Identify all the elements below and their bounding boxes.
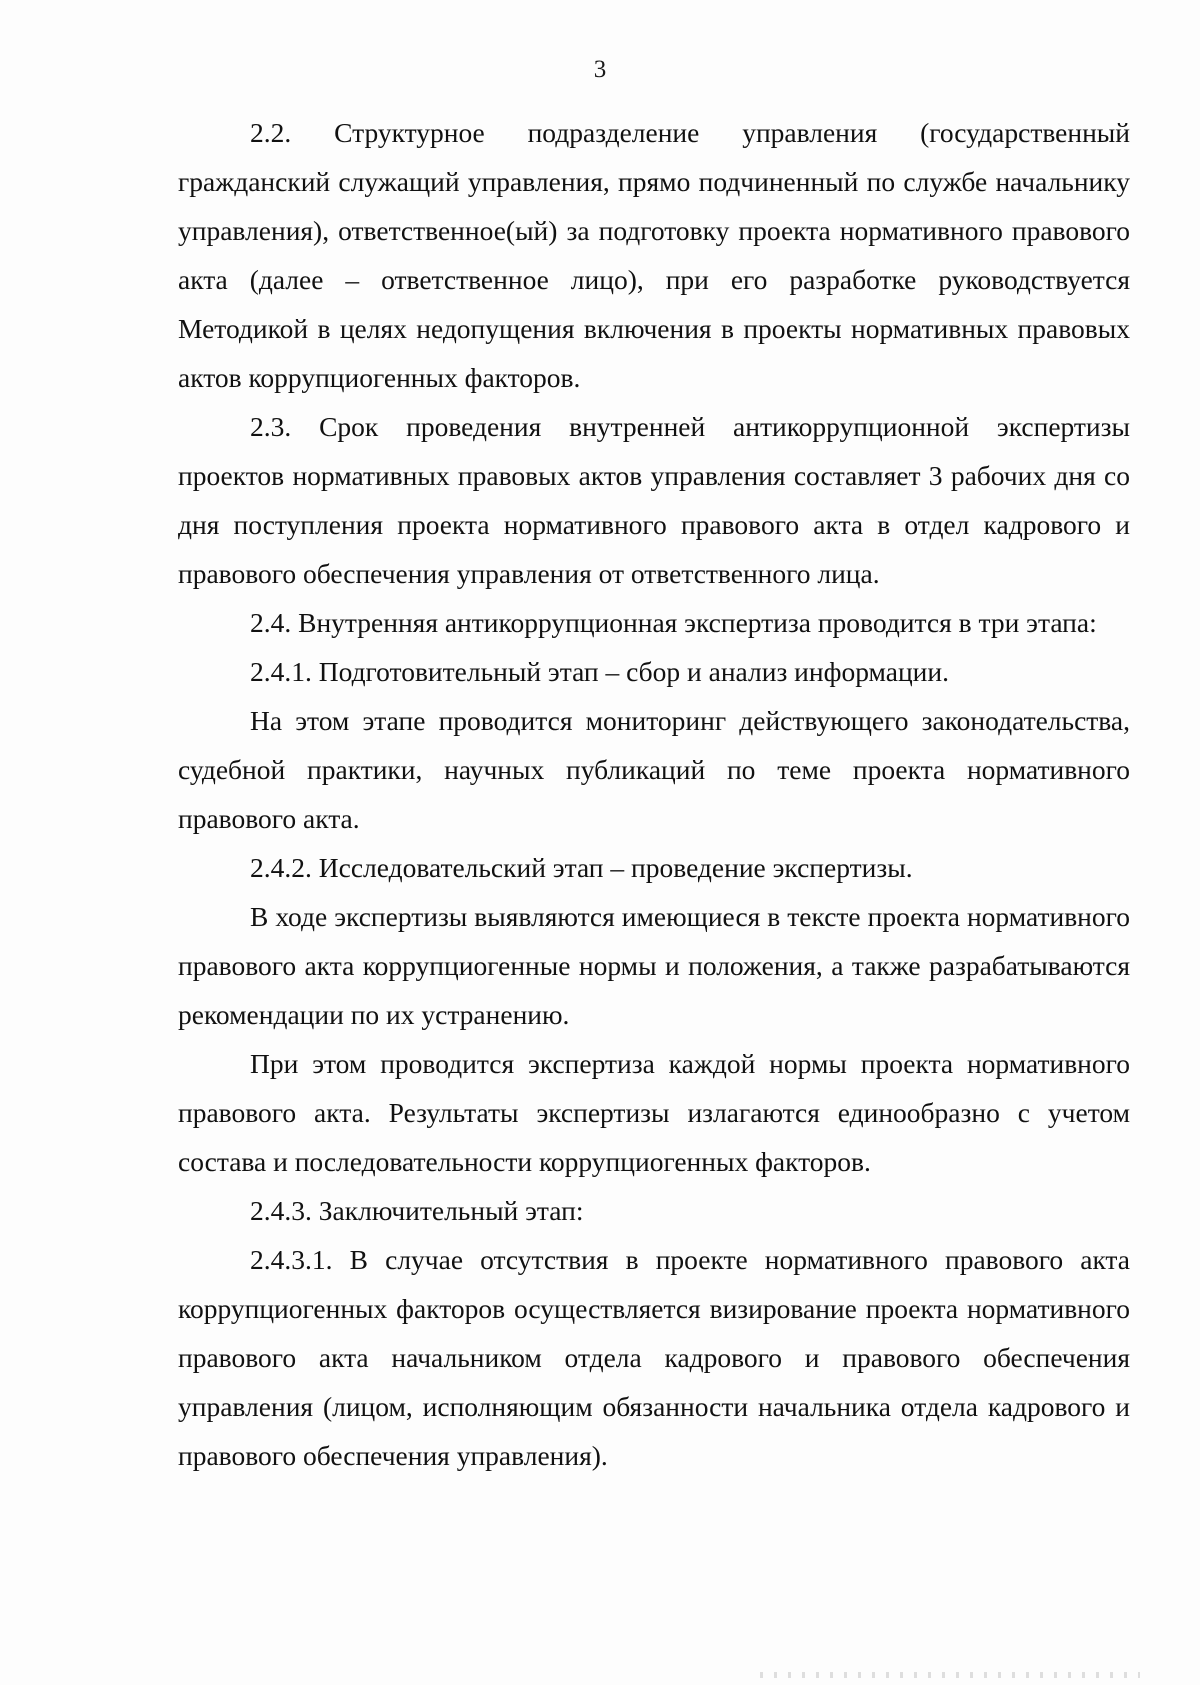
paragraph-2-2: 2.2. Структурное подразделение управления (государственный гражданский служащий управления, прямо подчиненный по службе начальнику управления), ответственное(ый) за подготовку проекта нормативного правового акта (далее – ответственное лицо), при его разработке руководствуется Методикой в целях недопущения включения в проекты нормативных правовых актов коррупциогенных факторов. (178, 117, 1130, 393)
paragraph-2-4-3: 2.4.3. Заключительный этап: (250, 1195, 584, 1226)
paragraph-2-3: 2.3. Срок проведения внутренней антикоррупционной экспертизы проектов нормативных правовых актов управления составляет 3 рабочих дня со дня поступления проекта нормативного правового акта в отдел кадрового и правового обеспечения управления от ответственного лица. (178, 411, 1130, 589)
scan-artifact (760, 1672, 1140, 1678)
page-number: 3 (593, 56, 607, 83)
document-body (178, 108, 1130, 1480)
paragraph-2-4-1: 2.4.1. Подготовительный этап – сбор и анализ информации. (250, 656, 949, 687)
paragraph-each-norm: При этом проводится экспертиза каждой нормы проекта нормативного правового акта. Результаты экспертизы излагаются единообразно с учетом состава и последовательности коррупциогенных факторов. (178, 1048, 1130, 1177)
paragraph-2-4-2: 2.4.2. Исследовательский этап – проведение экспертизы. (250, 852, 913, 883)
paragraph-2-4-3-1: 2.4.3.1. В случае отсутствия в проекте нормативного правового акта коррупциогенных факторов осуществляется визирование проекта нормативного правового акта начальником отдела кадрового и правового обеспечения управления (лицом, исполняющим обязанности начальника отдела кадрового и правового обеспечения управления). (178, 1244, 1130, 1471)
paragraph-2-4: 2.4. Внутренняя антикоррупционная экспертиза проводится в три этапа: (250, 607, 1097, 638)
paragraph-expertise: В ходе экспертизы выявляются имеющиеся в тексте проекта нормативного правового акта коррупциогенные нормы и положения, а также разрабатываются рекомендации по их устранению. (178, 901, 1130, 1030)
paragraph-monitoring: На этом этапе проводится мониторинг действующего законодательства, судебной практики, научных публикаций по теме проекта нормативного правового акта. (178, 705, 1130, 834)
